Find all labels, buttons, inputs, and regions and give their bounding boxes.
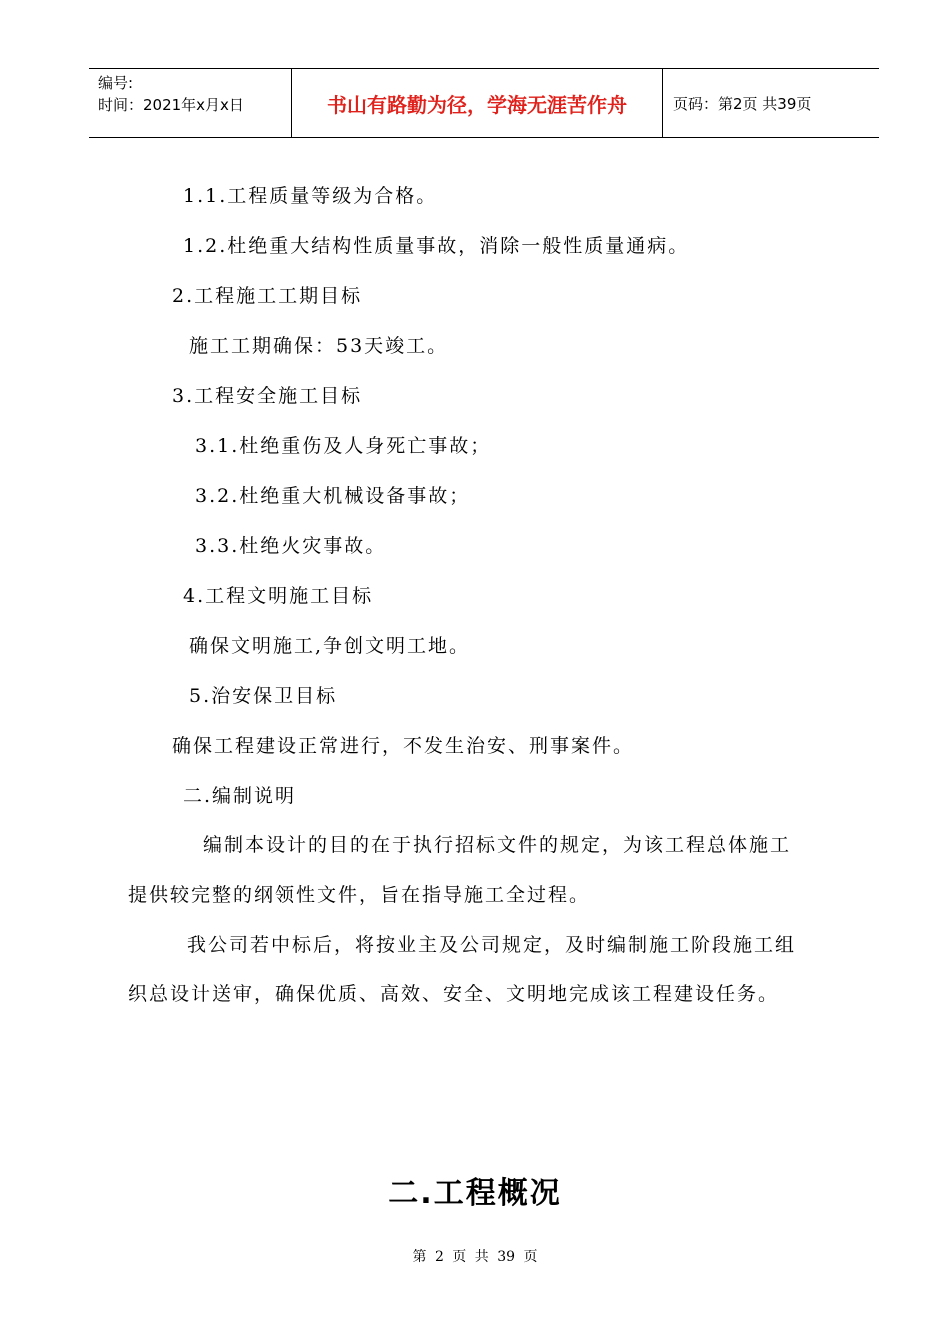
body-heading: 5.治安保卫目标 bbox=[189, 685, 338, 707]
body-line: 3.2.杜绝重大机械设备事故； bbox=[195, 485, 471, 507]
document-number-label: 编号: bbox=[98, 74, 134, 92]
body-paragraph-line: 编制本设计的目的在于执行招标文件的规定，为该工程总体施工 bbox=[203, 834, 792, 856]
body-heading: 4.工程文明施工目标 bbox=[183, 585, 374, 607]
body-paragraph-line: 我公司若中标后，将按业主及公司规定，及时编制施工阶段施工组 bbox=[187, 934, 797, 956]
page-footer: 第 2 页 共 39 页 bbox=[412, 1249, 538, 1265]
body-paragraph-line: 织总设计送审，确保优质、高效、安全、文明地完成该工程建设任务。 bbox=[128, 983, 780, 1005]
body-line: 1.1.工程质量等级为合格。 bbox=[183, 185, 438, 207]
header-meta bbox=[89, 69, 291, 137]
body-heading: 2.工程施工工期目标 bbox=[172, 285, 363, 307]
body-paragraph-line: 提供较完整的纲领性文件，旨在指导施工全过程。 bbox=[128, 884, 591, 906]
page-number-label: 页码：第2页 共39页 bbox=[673, 94, 812, 113]
motto-text: 书山有路勤为径，学海无涯苦作舟 bbox=[327, 92, 627, 117]
body-line: 3.1.杜绝重伤及人身死亡事故； bbox=[195, 435, 492, 457]
body-line: 确保工程建设正常进行，不发生治安、刑事案件。 bbox=[172, 735, 635, 757]
body-line: 3.3.杜绝火灾事故。 bbox=[195, 535, 387, 557]
header-motto bbox=[291, 69, 663, 137]
body-heading: 二.编制说明 bbox=[183, 785, 297, 807]
header-page-info bbox=[663, 69, 879, 137]
section-title: 二.工程概况 bbox=[388, 1176, 562, 1211]
body-line: 1.2.杜绝重大结构性质量事故，消除一般性质量通病。 bbox=[183, 235, 690, 257]
body-heading: 3.工程安全施工目标 bbox=[172, 385, 363, 407]
body-line: 确保文明施工,争创文明工地。 bbox=[189, 635, 471, 657]
document-time-label: 时间：2021年x月x日 bbox=[98, 96, 244, 114]
body-line: 施工工期确保：53天竣工。 bbox=[189, 335, 449, 357]
page-header bbox=[89, 68, 879, 138]
